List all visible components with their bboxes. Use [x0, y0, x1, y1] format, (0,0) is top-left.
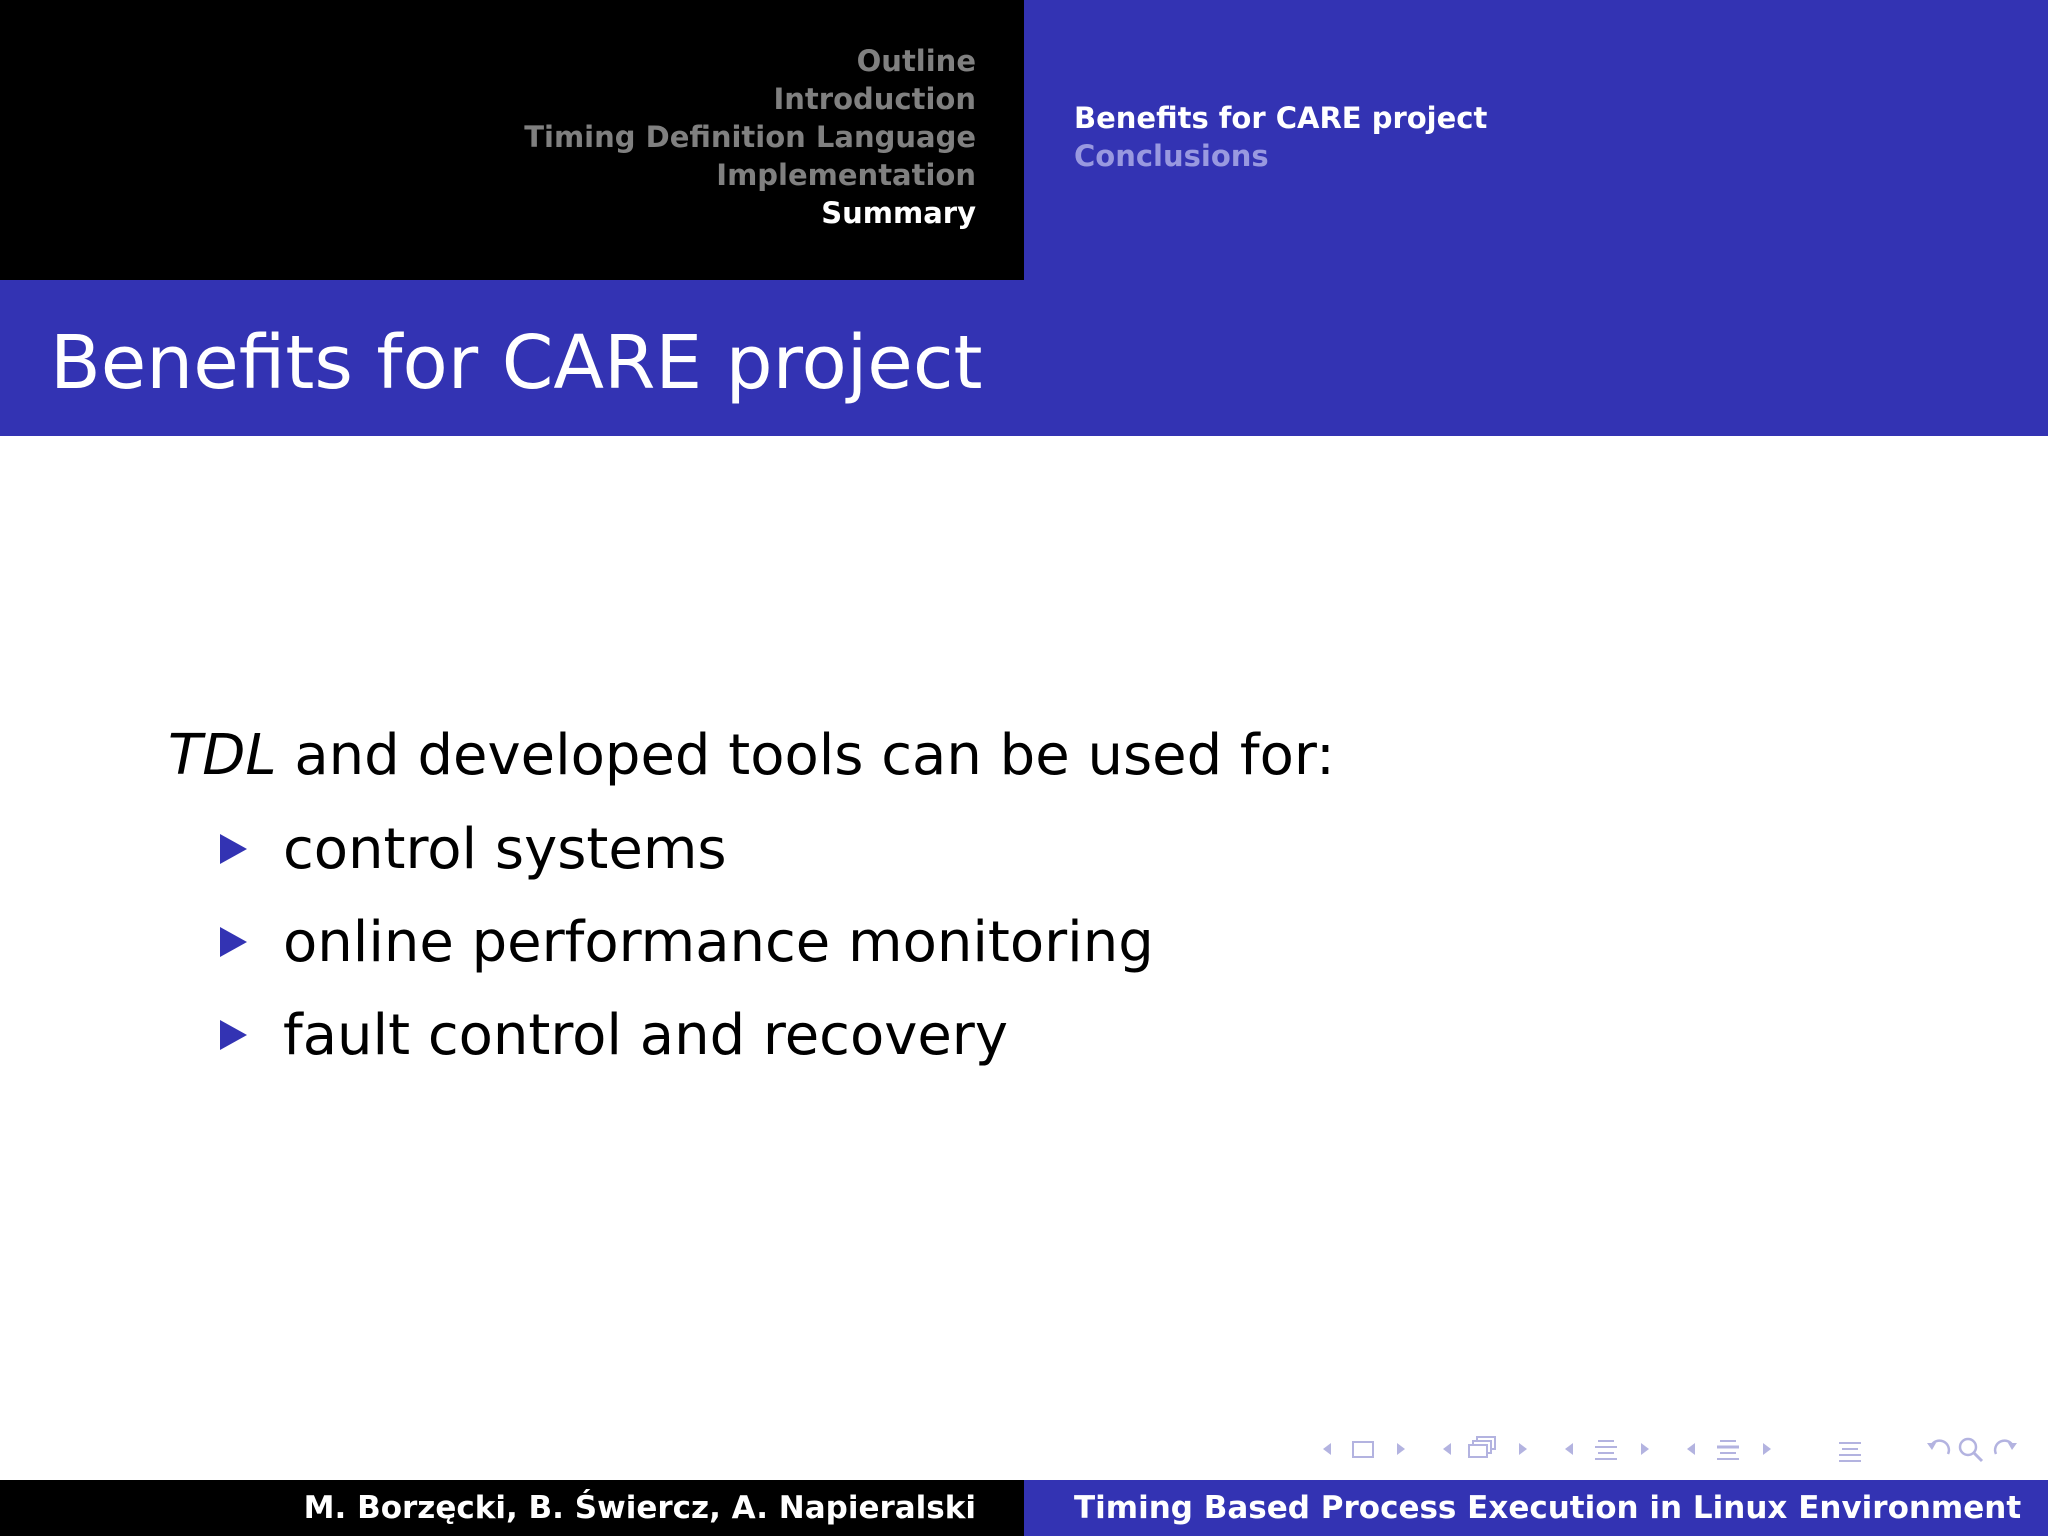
frame-next-arrow-icon[interactable] — [1516, 1432, 1530, 1466]
subsection-list — [1074, 99, 1487, 175]
back-icon[interactable] — [1924, 1432, 1954, 1466]
bullet-item — [168, 814, 1868, 886]
subsection-next-arrow-icon[interactable] — [1638, 1432, 1652, 1466]
subsection-icon[interactable] — [1592, 1432, 1620, 1466]
section-item-outline[interactable]: Outline — [856, 44, 976, 78]
section-next-arrow-icon[interactable] — [1760, 1432, 1774, 1466]
subsection-item-benefits[interactable]: Benefits for CARE project — [1074, 101, 1488, 135]
intro-text: and developed tools can be used for: — [276, 723, 1335, 788]
footer-presentation-title: Timing Based Process Execution in Linux Environment — [1074, 1490, 2022, 1526]
search-icon[interactable] — [1956, 1432, 1986, 1466]
frame-icon[interactable] — [1466, 1432, 1500, 1466]
frame-prev-arrow-icon[interactable] — [1440, 1432, 1454, 1466]
section-item-summary[interactable]: Summary — [821, 196, 976, 230]
bullet-text: control systems — [283, 817, 727, 882]
section-item-timing-definition-language[interactable]: Timing Definition Language — [524, 120, 976, 154]
frame-body — [168, 720, 1868, 1093]
footer-authors: M. Borzęcki, B. Świercz, A. Napieralski — [303, 1490, 976, 1526]
footer-author-bar — [0, 1480, 1024, 1536]
section-icon[interactable] — [1714, 1432, 1742, 1466]
section-item-introduction[interactable]: Introduction — [773, 82, 976, 116]
intro-emphasis: TDL — [168, 723, 277, 788]
slide-prev-arrow-icon[interactable] — [1320, 1432, 1334, 1466]
triangle-bullet-icon — [220, 1020, 247, 1050]
intro-line — [168, 720, 1868, 792]
bullet-item — [168, 907, 1868, 979]
subsection-prev-arrow-icon[interactable] — [1562, 1432, 1576, 1466]
navigation-symbols — [1310, 1432, 2030, 1466]
bullet-text: online performance monitoring — [283, 910, 1154, 975]
triangle-bullet-icon — [220, 834, 247, 864]
bullet-list — [168, 814, 1868, 1072]
frame-title: Benefits for CARE project — [50, 320, 983, 406]
slide-next-arrow-icon[interactable] — [1394, 1432, 1408, 1466]
bullet-text: fault control and recovery — [283, 1003, 1008, 1068]
forward-icon[interactable] — [1990, 1432, 2020, 1466]
subsection-item-conclusions[interactable]: Conclusions — [1074, 139, 1269, 173]
subsection-navigation — [1024, 0, 2048, 280]
section-list — [524, 42, 976, 232]
bullet-item — [168, 1000, 1868, 1072]
section-item-implementation[interactable]: Implementation — [716, 158, 976, 192]
section-prev-arrow-icon[interactable] — [1684, 1432, 1698, 1466]
slide-icon[interactable] — [1350, 1432, 1376, 1466]
section-navigation — [0, 0, 1024, 280]
document-icon[interactable] — [1836, 1432, 1864, 1466]
frame-title-bar — [0, 280, 2048, 436]
footer-title-bar — [1024, 1480, 2048, 1536]
triangle-bullet-icon — [220, 927, 247, 957]
